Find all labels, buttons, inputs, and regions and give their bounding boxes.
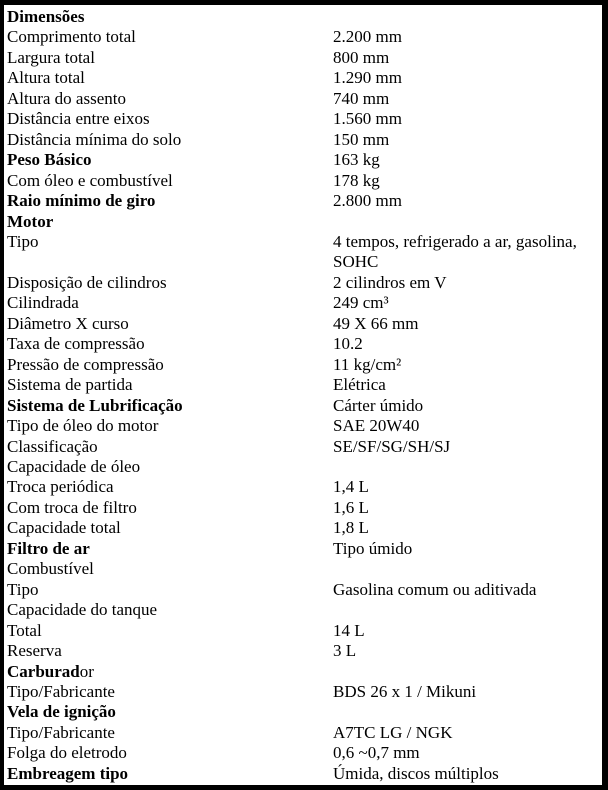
spec-value-cell: [333, 682, 602, 702]
spec-label: Motor: [7, 211, 54, 231]
spec-label: Dimensões: [7, 7, 85, 26]
spec-value: 11 kg/cm²: [333, 354, 402, 374]
spec-label: Altura do assento: [7, 88, 126, 108]
spec-value-cell: [333, 48, 602, 68]
spec-label-cell: [7, 580, 333, 600]
spec-label-cell: [7, 743, 333, 763]
spec-label-cell: [7, 7, 333, 27]
spec-row: [7, 273, 602, 293]
spec-label: Diâmetro X curso: [7, 313, 129, 333]
spec-value: 1,6 L: [333, 497, 369, 517]
spec-value-cell: [333, 130, 602, 150]
spec-value-cell: [333, 621, 602, 641]
spec-row: [7, 89, 602, 109]
spec-label-cell: [7, 68, 333, 88]
spec-label: Total: [7, 620, 42, 640]
spec-value-cell: [333, 191, 602, 211]
spec-row: [7, 109, 602, 129]
spec-label: Peso Básico: [7, 150, 92, 170]
spec-label: Disposição de cilindros: [7, 272, 167, 292]
spec-value: Gasolina comum ou aditivada: [333, 579, 537, 599]
spec-value: 14 L: [333, 620, 365, 640]
spec-row: [7, 334, 602, 354]
spec-label-cell: [7, 396, 333, 416]
spec-label-cell: [7, 539, 333, 559]
spec-row: [7, 355, 602, 375]
spec-label-cell: [7, 621, 333, 641]
spec-row: [7, 7, 602, 27]
spec-row: [7, 702, 602, 722]
spec-value-cell: [333, 396, 602, 416]
spec-value-cell: [333, 150, 602, 170]
spec-row: [7, 232, 602, 273]
spec-value-cell: [333, 416, 602, 436]
spec-label: Filtro de ar: [7, 538, 90, 558]
spec-row: [7, 723, 602, 743]
spec-row: [7, 600, 602, 620]
spec-row: [7, 498, 602, 518]
spec-row: [7, 375, 602, 395]
spec-label-cell: [7, 293, 333, 313]
spec-label-cell: [7, 130, 333, 150]
spec-label: Reserva: [7, 641, 62, 661]
spec-label: Tipo: [7, 231, 39, 251]
spec-value: 1,8 L: [333, 518, 369, 538]
spec-value: SAE 20W40: [333, 416, 420, 436]
spec-value: 1,4 L: [333, 477, 369, 497]
spec-value-cell: [333, 232, 602, 273]
spec-label-cell: [7, 723, 333, 743]
spec-value-cell: [333, 580, 602, 600]
spec-value-cell: [333, 314, 602, 334]
spec-label-cell: [7, 498, 333, 518]
spec-label-cell: [7, 191, 333, 211]
spec-label: Capacidade total: [7, 518, 121, 538]
spec-label-cell: [7, 600, 333, 620]
spec-label-cell: [7, 416, 333, 436]
spec-label: Altura total: [7, 68, 85, 88]
spec-value: 1.560 mm: [333, 109, 402, 129]
spec-row: [7, 764, 602, 784]
spec-value: 150 mm: [333, 129, 390, 149]
spec-label-cell: [7, 518, 333, 538]
spec-value-cell: [333, 355, 602, 375]
spec-label: Com óleo e combustível: [7, 170, 173, 190]
spec-row: [7, 27, 602, 47]
spec-label-cell: [7, 375, 333, 395]
spec-label-cell: [7, 27, 333, 47]
spec-label-cell: [7, 355, 333, 375]
spec-label: Capacidade do tanque: [7, 600, 158, 620]
spec-label: Tipo de óleo do motor: [7, 416, 159, 436]
spec-label: Vela de ignição: [7, 702, 116, 722]
spec-label-cell: [7, 314, 333, 334]
spec-label: Tipo/Fabricante: [7, 681, 115, 701]
spec-value-cell: [333, 477, 602, 497]
spec-label: Largura total: [7, 47, 95, 67]
spec-value: 163 kg: [333, 150, 380, 170]
spec-label: Raio mínimo de giro: [7, 191, 156, 211]
spec-value: 0,6 ~0,7 mm: [333, 743, 420, 763]
spec-value: Úmida, discos múltiplos: [333, 763, 499, 783]
spec-value: 4 tempos, refrigerado a ar, gasolina,: [333, 231, 577, 251]
spec-row: [7, 68, 602, 88]
spec-row: [7, 580, 602, 600]
spec-label-cell: [7, 171, 333, 191]
spec-value-cell: [333, 437, 602, 457]
spec-row: [7, 457, 602, 477]
spec-value-cell: [333, 498, 602, 518]
spec-value: Cárter úmido: [333, 395, 424, 415]
spec-value-cell: [333, 743, 602, 763]
spec-value: Elétrica: [333, 375, 386, 395]
spec-label-cell: [7, 457, 333, 477]
spec-label: Capacidade de óleo: [7, 456, 141, 476]
spec-value-cell: [333, 273, 602, 293]
spec-value: 178 kg: [333, 170, 380, 190]
spec-row: [7, 641, 602, 661]
spec-value-cell: [333, 171, 602, 191]
spec-label-cell: [7, 232, 333, 252]
spec-value: 1.290 mm: [333, 68, 402, 88]
spec-label: Carburad: [7, 661, 80, 681]
spec-label: Distância mínima do solo: [7, 129, 182, 149]
spec-row: [7, 416, 602, 436]
spec-table: [7, 7, 602, 784]
spec-row: [7, 621, 602, 641]
spec-row: [7, 293, 602, 313]
spec-label-tail: or: [79, 661, 94, 681]
spec-value: 10.2: [333, 334, 363, 354]
spec-label: Classificação: [7, 436, 98, 456]
spec-value-cell: [333, 334, 602, 354]
spec-label: Embreagem tipo: [7, 763, 129, 783]
spec-row: [7, 682, 602, 702]
spec-value: 740 mm: [333, 88, 390, 108]
spec-value-cell: [333, 375, 602, 395]
spec-row: [7, 743, 602, 763]
spec-row: [7, 539, 602, 559]
spec-value-cell: [333, 518, 602, 538]
spec-value-cell: [333, 641, 602, 661]
spec-label-cell: [7, 89, 333, 109]
spec-label: Sistema de Lubrificação: [7, 395, 183, 415]
spec-row: [7, 171, 602, 191]
spec-label: Troca periódica: [7, 477, 114, 497]
spec-value: BDS 26 x 1 / Mikuni: [333, 681, 477, 701]
spec-label: Combustível: [7, 559, 94, 579]
spec-row: [7, 437, 602, 457]
spec-label: Pressão de compressão: [7, 354, 164, 374]
spec-value-cell: [333, 764, 602, 784]
spec-label-cell: [7, 477, 333, 497]
spec-label-cell: [7, 109, 333, 129]
spec-value-cell: [333, 68, 602, 88]
spec-row: [7, 559, 602, 579]
spec-row: [7, 150, 602, 170]
spec-value-cell: [333, 89, 602, 109]
spec-label: Folga do eletrodo: [7, 743, 127, 763]
spec-value: 3 L: [333, 641, 357, 661]
spec-label-cell: [7, 641, 333, 661]
spec-value: SE/SF/SG/SH/SJ: [333, 436, 451, 456]
spec-row: [7, 477, 602, 497]
spec-value-cell: [333, 27, 602, 47]
spec-label: Sistema de partida: [7, 375, 133, 395]
spec-value: Tipo úmido: [333, 538, 413, 558]
spec-label: Tipo/Fabricante: [7, 722, 115, 742]
spec-row: [7, 662, 602, 682]
spec-label-cell: [7, 437, 333, 457]
spec-value-cell: [333, 723, 602, 743]
spec-value: A7TC LG / NGK: [333, 722, 453, 742]
spec-label-cell: [7, 212, 333, 232]
spec-row: [7, 212, 602, 232]
spec-value-cell: [333, 109, 602, 129]
spec-value-cell: [333, 539, 602, 559]
spec-value: 800 mm: [333, 47, 390, 67]
spec-row: [7, 396, 602, 416]
spec-label-cell: [7, 702, 333, 722]
spec-value: 2.200 mm: [333, 27, 402, 47]
spec-label: Distância entre eixos: [7, 109, 150, 129]
spec-label-cell: [7, 764, 333, 784]
spec-value: 2.800 mm: [333, 191, 402, 211]
spec-label: Comprimento total: [7, 27, 136, 47]
spec-value: 249 cm³: [333, 293, 389, 313]
spec-label: Cilindrada: [7, 293, 79, 313]
spec-value-cell: [333, 293, 602, 313]
spec-label-cell: [7, 273, 333, 293]
spec-label: Tipo: [7, 579, 39, 599]
spec-value-continuation: SOHC: [333, 252, 379, 272]
spec-label-cell: [7, 682, 333, 702]
spec-label-cell: [7, 334, 333, 354]
spec-label: Taxa de compressão: [7, 334, 145, 354]
spec-row: [7, 518, 602, 538]
spec-label-cell: [7, 150, 333, 170]
spec-label-cell: [7, 662, 333, 682]
spec-row: [7, 314, 602, 334]
spec-row: [7, 191, 602, 211]
spec-label: Com troca de filtro: [7, 497, 137, 517]
spec-label-cell: [7, 559, 333, 579]
spec-label-cell: [7, 48, 333, 68]
spec-value: 2 cilindros em V: [333, 272, 447, 292]
spec-row: [7, 130, 602, 150]
spec-value: 49 X 66 mm: [333, 313, 419, 333]
spec-row: [7, 48, 602, 68]
